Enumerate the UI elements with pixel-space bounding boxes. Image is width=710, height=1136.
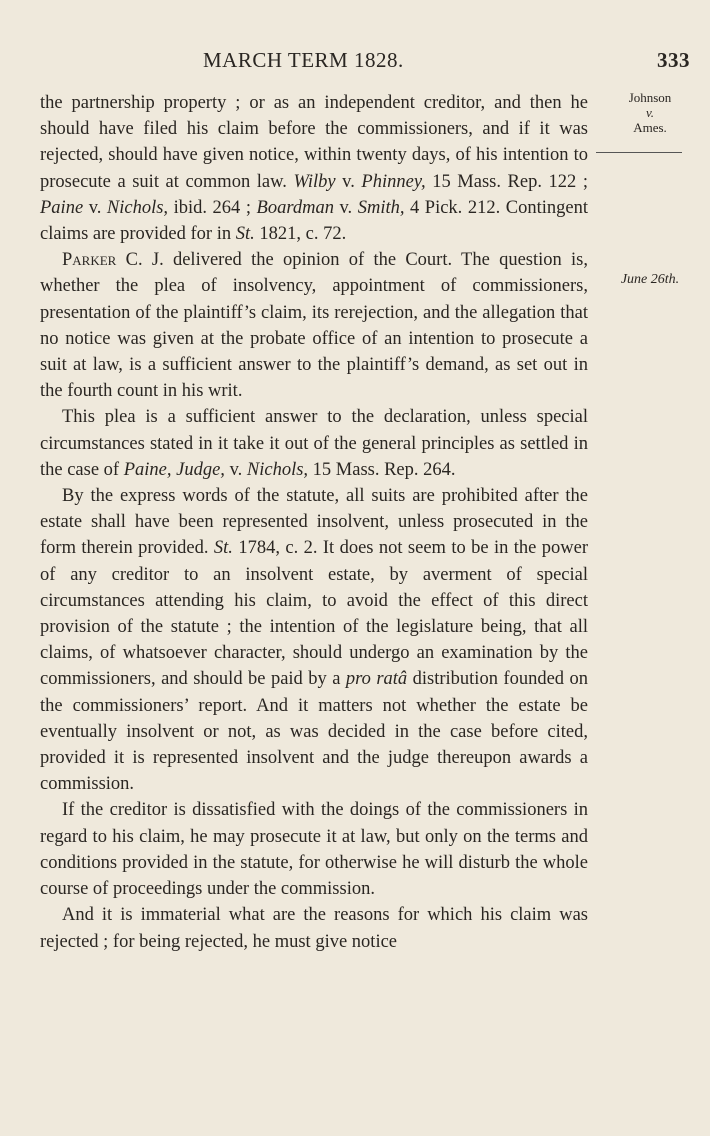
margin-date: June 26th. — [620, 272, 680, 287]
margin-rule — [596, 152, 682, 153]
paragraph-3: This plea is a sufficient answer to the declaration, unless special circumstances stated in it take it out of the general principles as settled in the case of Paine, Judge, v. Nichols, 15 Mass. Rep. 264. — [40, 407, 588, 480]
judge-name: Parker — [62, 250, 117, 271]
running-title: MARCH TERM 1828. — [203, 48, 404, 72]
paragraph-4: By the express words of the statute, all suits are prohibited after the estate shall have been represented insolvent, unless prosecuted in the form therein provided. St. 1784, c. 2. It does not seem to be in the power of any creditor to an insolvent estate, by averment of special circumstances attending his claim, to avoid the effect of this direct provision of the statute ; the intention of the legislature being, that all claims, of whatsoever character, should undergo an examination by the commissioners, and should be paid by a pro ratâ distribution founded on the commissioners’ report. And it matters not whether the estate be eventually insolvent or not, as was decided in the case before cited, provided it is represented insolvent and the judge thereupon awards a commission. — [40, 486, 588, 795]
page-number: 333 — [657, 48, 690, 72]
margin-case-party-1: Johnson — [628, 90, 672, 105]
paragraph-1: the partnership property ; or as an independent creditor, and then he should have filed his claim before the commissioners, and if it was rejected, should have given notice, within twenty days, of his intention to prosecute a suit at common law. Wilby v. Phinney, 15 Mass. Rep. 122 ; Paine v. Nichols, ibid. 264 ; Boardman v. Smith, 4 Pick. 212. Contingent claims are provided for in St. 1821, c. 72. — [40, 93, 588, 245]
paragraph-2: Parker C. J. delivered the opinion of the Court. The question is, whether the plea of insolvency, appointment of commissioners, presentation of the plaintiff’s claim, its rerejection, and the allegation that no notice was given at the probate office of an intention to prosecute a suit at law, is a sufficient answer to the plaintiff’s demand, as set out in the fourth count in his writ. — [40, 250, 588, 402]
paragraph-6: And it is immaterial what are the reasons for which his claim was rejected ; for being rejected, he must give notice — [40, 905, 588, 952]
margin-case-party-2: Ames. — [633, 120, 667, 135]
paragraph-5: If the creditor is dissatisfied with the doings of the commissioners in regard to his claim, he may prosecute it at law, but only on the terms and conditions provided in the statute, for otherwise he will disturb the whole course of proceedings under the commission. — [40, 800, 588, 900]
running-header — [40, 48, 690, 78]
margin-case-name — [596, 90, 704, 135]
body-text — [40, 90, 588, 955]
margin-case-versus: v. — [645, 105, 655, 120]
